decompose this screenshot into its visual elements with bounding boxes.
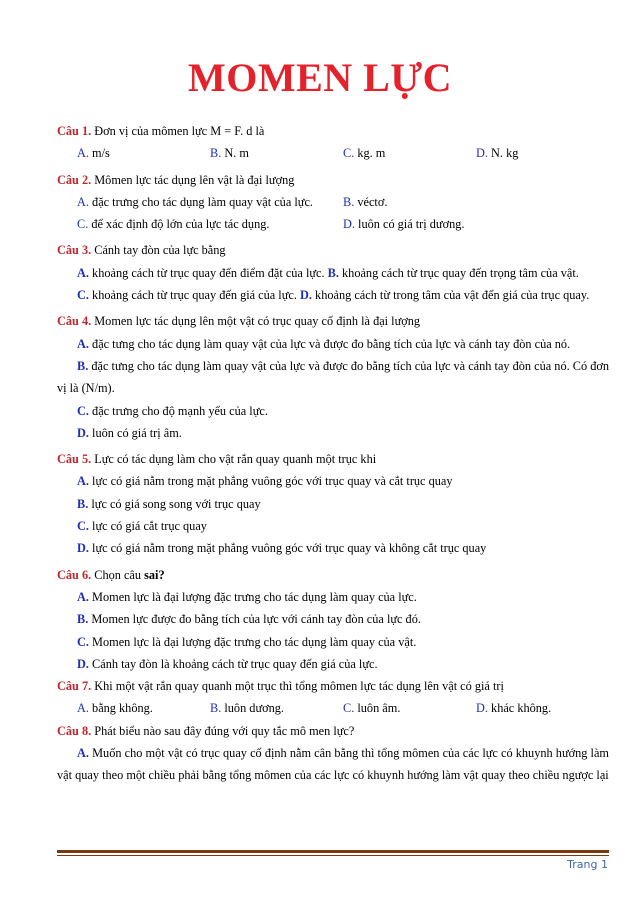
- question-text: Chọn câu: [94, 567, 142, 582]
- footer-rule-thin: [57, 855, 609, 856]
- option-label: A.: [77, 265, 89, 280]
- option-c: [57, 400, 609, 422]
- option-label: C.: [77, 519, 89, 534]
- question-text: Cánh tay đòn của lực bằng: [94, 243, 226, 258]
- question-label: Câu 6.: [57, 567, 92, 582]
- question-list: [57, 120, 609, 787]
- option-text: khoảng cách từ trục quay đến trọng tâm của vật.: [342, 265, 579, 280]
- option-label: C.: [77, 288, 89, 303]
- option-text: Muốn cho một vật có trục quay cố định nằm cân bằng thì tổng mômen của các lực có khuynh hướng làm vật quay theo một chiều phải bằng tổng mômen của các lực có khuynh hướng làm vật quay theo chiều ngược lại: [57, 746, 609, 783]
- question-label: Câu 8.: [57, 723, 92, 738]
- option-label: D.: [77, 656, 89, 671]
- option-text: đặc trưng cho tác dụng làm quay vật của lực.: [92, 194, 313, 209]
- question-text: Khi một vật rắn quay quanh một trục thì tổng mômen lực tác dụng lên vật có giá trị: [94, 679, 504, 694]
- option-label: A.: [77, 336, 89, 351]
- option-d: [57, 653, 609, 675]
- option-a: [57, 470, 609, 492]
- question-label: Câu 1.: [57, 124, 92, 138]
- option-d: [57, 422, 609, 444]
- option-label: C.: [77, 403, 89, 418]
- footer-rule-thick: [57, 850, 609, 853]
- option-b: [57, 493, 609, 515]
- page-number: Trang 1: [567, 858, 608, 871]
- question-8: [57, 720, 609, 787]
- question-4: [57, 310, 609, 444]
- option-text: luôn có giá trị âm.: [92, 425, 182, 440]
- option-d: [476, 697, 609, 719]
- option-c: [77, 213, 343, 235]
- question-label: Câu 3.: [57, 243, 92, 258]
- option-text: bằng không.: [92, 701, 153, 716]
- option-a: [77, 697, 210, 719]
- option-c: [57, 631, 609, 653]
- option-label: D.: [476, 701, 488, 716]
- option-label: B.: [77, 612, 89, 627]
- option-text: lực có giá nằm trong mặt phẳng vuông góc với trục quay và cắt trục quay: [92, 474, 453, 489]
- option-text: Cánh tay đòn là khoảng cách từ trục quay đến giá của lực.: [92, 656, 378, 671]
- option-label: D.: [343, 217, 355, 232]
- option-text: khoảng cách từ trục quay đến điểm đặt của lực.: [92, 265, 325, 280]
- option-a: [77, 191, 343, 213]
- question-2: [57, 169, 609, 236]
- question-5: [57, 448, 609, 559]
- option-b: [57, 608, 609, 630]
- option-label: C.: [343, 146, 355, 161]
- question-text: Lực có tác dụng làm cho vật rắn quay quanh một trục khi: [94, 452, 377, 467]
- option-label: B.: [77, 358, 89, 373]
- option-label: A.: [77, 194, 89, 209]
- option-a: [57, 586, 609, 608]
- option-c: [343, 142, 476, 164]
- option-text: véctơ.: [357, 194, 388, 209]
- question-label: Câu 7.: [57, 679, 92, 694]
- options-row: [57, 213, 609, 235]
- option-text: lực có giá song song với trục quay: [91, 496, 261, 511]
- question-label: Câu 2.: [57, 172, 92, 187]
- option-text: kg. m: [357, 146, 386, 161]
- option-text: N. kg: [491, 146, 519, 161]
- option-text: lực có giá nằm trong mặt phẳng vuông góc với trục quay và không cắt trục quay: [92, 541, 487, 556]
- option-label: D.: [77, 541, 89, 556]
- option-text: lực có giá cắt trục quay: [92, 519, 207, 534]
- options-row: [57, 142, 609, 164]
- option-c: [57, 515, 609, 537]
- option-d: [57, 537, 609, 559]
- option-text: để xác định độ lớn của lực tác dụng.: [91, 217, 270, 232]
- question-6: [57, 564, 609, 675]
- option-text: luôn âm.: [357, 701, 401, 716]
- option-d: [343, 213, 609, 235]
- option-text: đặc trưng cho độ mạnh yếu của lực.: [92, 403, 268, 418]
- question-text: Đơn vị của mômen lực M = F. d là: [94, 124, 265, 138]
- option-text: N. m: [224, 146, 249, 161]
- question-7: [57, 675, 609, 720]
- option-text: m/s: [92, 146, 110, 161]
- option-label: B.: [210, 701, 222, 716]
- option-text: đặc tưng cho tác dụng làm quay vật của lực và được đo bằng tích của lực và cánh tay đòn của nó.: [92, 336, 571, 351]
- option-label: A.: [77, 701, 89, 716]
- option-b: [343, 191, 609, 213]
- option-text: Momen lực được đo bằng tích của lực với cánh tay đòn của lực đó.: [91, 612, 421, 627]
- option-label: D.: [476, 146, 488, 161]
- option-b: [210, 697, 343, 719]
- option-label: D.: [77, 425, 89, 440]
- option-label: A.: [77, 589, 89, 604]
- question-text: Momen lực tác dụng lên một vật có trục quay cố định là đại lượng: [94, 314, 421, 329]
- option-text: khoảng cách từ trục quay đến giá của lực.: [92, 288, 297, 303]
- option-text: Momen lực là đại lượng đặc trưng cho tác dụng làm quay của vật.: [92, 634, 417, 649]
- option-label: B.: [343, 194, 355, 209]
- question-1: [57, 120, 609, 165]
- option-label: C.: [77, 217, 89, 232]
- option-label: B.: [77, 496, 89, 511]
- options-line: [57, 262, 609, 284]
- option-label: A.: [77, 146, 89, 161]
- option-d: [476, 142, 609, 164]
- question-3: [57, 239, 609, 306]
- option-label: A.: [77, 746, 89, 761]
- option-text: khoảng cách từ trong tâm của vật đến giá của trục quay.: [315, 288, 590, 303]
- option-b: [57, 355, 609, 400]
- option-text: luôn có giá trị dương.: [358, 217, 465, 232]
- option-label: A.: [77, 474, 89, 489]
- option-a: [57, 333, 609, 355]
- option-c: [343, 697, 476, 719]
- question-label: Câu 4.: [57, 314, 92, 329]
- question-emphasis: sai?: [144, 567, 165, 582]
- option-a: [77, 142, 210, 164]
- option-label: B.: [210, 146, 222, 161]
- option-text: luôn dương.: [224, 701, 284, 716]
- question-label: Câu 5.: [57, 452, 92, 467]
- option-text: đặc tưng cho tác dụng làm quay vật của lực và được đo bằng tích của lực và cánh tay đòn của nó. Có đơn vị là (N/m).: [57, 358, 609, 396]
- option-text: Momen lực là đại lượng đặc trưng cho tác dụng làm quay của lực.: [92, 589, 417, 604]
- option-label: C.: [77, 634, 89, 649]
- option-label: D.: [300, 288, 312, 303]
- options-line: [57, 284, 609, 306]
- option-a: [57, 742, 609, 787]
- question-text: Mômen lực tác dụng lên vật là đại lượng: [94, 172, 295, 187]
- options-row: [57, 697, 609, 719]
- option-text: khác không.: [491, 701, 552, 716]
- page-title: MOMEN LỰC: [187, 55, 453, 100]
- option-label: B.: [327, 265, 339, 280]
- question-text: Phát biểu nào sau đây đúng với quy tắc mô men lực?: [94, 723, 355, 738]
- options-row: [57, 191, 609, 213]
- option-b: [210, 142, 343, 164]
- option-label: C.: [343, 701, 355, 716]
